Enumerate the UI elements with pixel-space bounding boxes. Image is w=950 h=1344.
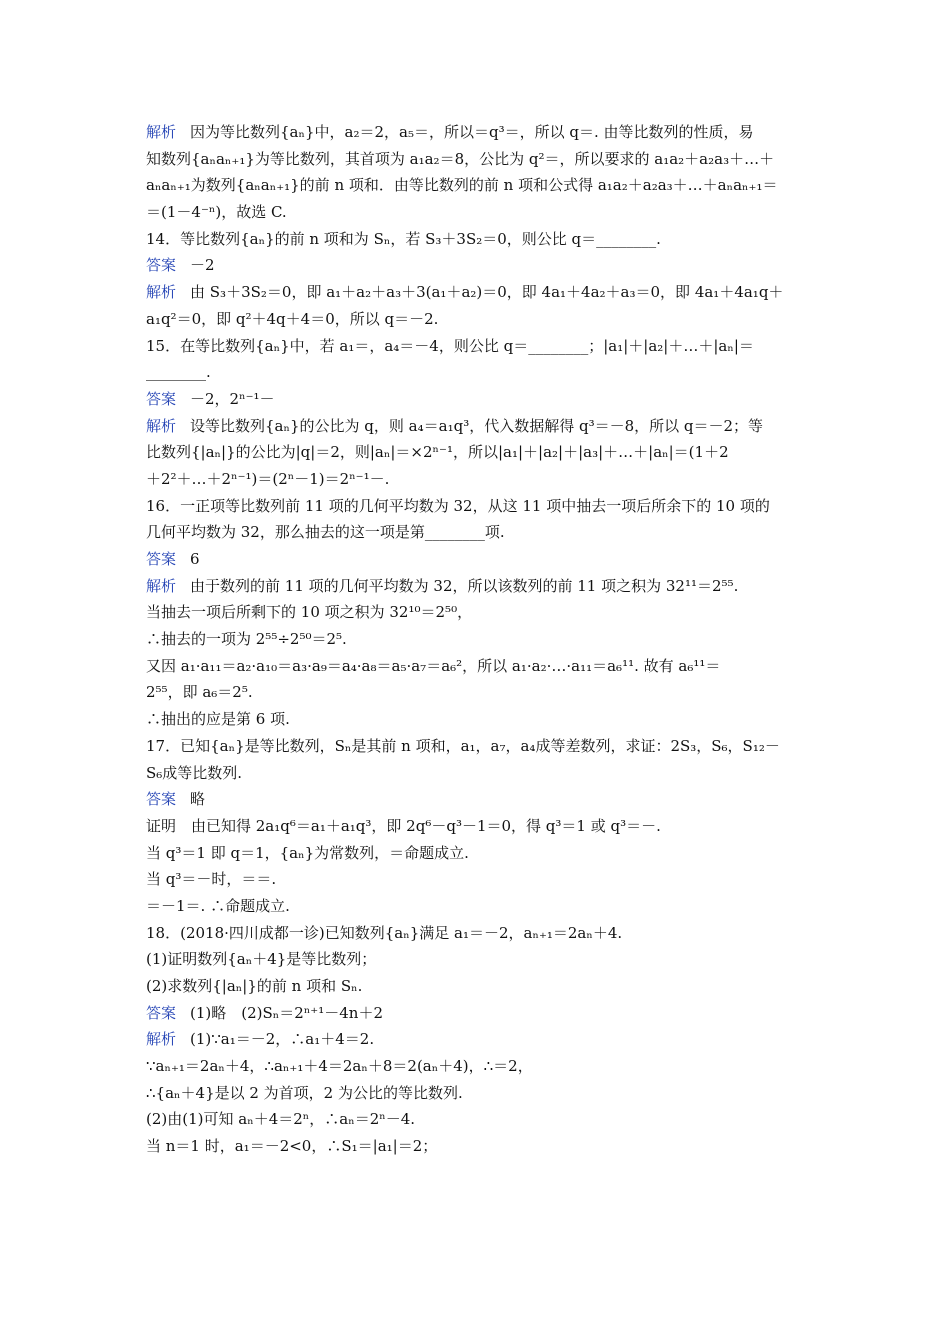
- section-tag: 解析: [146, 283, 177, 302]
- line-text: (2)由(1)可知 aₙ＋4＝2ⁿ，∴aₙ＝2ⁿ－4.: [146, 1110, 416, 1129]
- text-line: [146, 893, 810, 920]
- document-page: [146, 119, 810, 1160]
- text-line: [146, 653, 810, 680]
- text-line: [146, 946, 810, 973]
- line-text: ＝－1＝. ∴命题成立.: [146, 896, 290, 915]
- text-line: [146, 920, 810, 947]
- text-line: [146, 733, 810, 760]
- line-text: 2⁵⁵，即 a₆＝2⁵.: [146, 683, 253, 702]
- text-line: [146, 840, 810, 867]
- text-line: [146, 1026, 810, 1053]
- text-line: [146, 1080, 810, 1107]
- section-tag: 答案: [146, 1003, 177, 1022]
- line-text: 又因 a₁·a₁₁＝a₂·a₁₀＝a₃·a₉＝a₄·a₈＝a₅·a₇＝a₆²，所以 a₁·a₂·…·a₁₁＝a₆¹¹. 故有 a₆¹¹＝: [146, 656, 721, 675]
- line-text: ∴抽去的一项为 2⁵⁵÷2⁵⁰＝2⁵.: [146, 630, 347, 649]
- line-text: 当 n＝1 时，a₁＝－2<0，∴S₁＝|a₁|＝2；: [146, 1137, 438, 1156]
- text-line: [146, 359, 810, 386]
- line-text: 18．(2018·四川成都一诊)已知数列{aₙ}满足 a₁＝－2，aₙ₊₁＝2aₙ＋4.: [146, 923, 623, 942]
- line-text: 当抽去一项后所剩下的 10 项之积为 32¹⁰＝2⁵⁰，: [146, 603, 473, 622]
- section-tag: 答案: [146, 550, 177, 568]
- line-text: ＋2²＋…＋2ⁿ⁻¹)＝(2ⁿ－1)＝2ⁿ⁻¹－.: [146, 469, 390, 488]
- text-line: [146, 1133, 810, 1160]
- text-line: [146, 172, 810, 199]
- text-line: [146, 1000, 810, 1027]
- line-text: (2)求数列{|aₙ|}的前 n 项和 Sₙ.: [146, 977, 363, 995]
- text-line: [146, 786, 810, 813]
- text-line: [146, 146, 810, 173]
- text-line: [146, 760, 810, 787]
- section-tag: 解析: [146, 576, 177, 595]
- text-line: [146, 573, 810, 600]
- section-tag: 答案: [146, 389, 177, 408]
- line-text: 当 q³＝1 即 q＝1，{aₙ}为常数列，＝命题成立.: [146, 843, 469, 862]
- line-text: S₆成等比数列.: [146, 763, 243, 782]
- line-text: 由 S₃＋3S₂＝0，即 a₁＋a₂＋a₃＋3(a₁＋a₂)＝0，即 4a₁＋4a₂＋a₃＝0，即 4a₁＋4a₁q＋: [190, 283, 784, 302]
- text-line: [146, 706, 810, 733]
- text-line: [146, 866, 810, 893]
- text-line: [146, 1053, 810, 1080]
- text-line: [146, 226, 810, 253]
- line-text: －2，2ⁿ⁻¹－: [190, 389, 275, 408]
- line-text: 6: [190, 550, 200, 568]
- section-tag: 解析: [146, 1030, 177, 1049]
- text-line: [146, 386, 810, 413]
- text-line: [146, 333, 810, 360]
- line-text: (1)∵a₁＝－2，∴a₁＋4＝2.: [190, 1030, 375, 1049]
- section-tag: 解析: [146, 123, 177, 141]
- line-text: (1)证明数列{aₙ＋4}是等比数列；: [146, 950, 377, 969]
- line-text: －2: [190, 256, 215, 275]
- text-line: [146, 813, 810, 840]
- line-text: 比数列{|aₙ|}的公比为|q|＝2，则|aₙ|＝×2ⁿ⁻¹，所以|a₁|＋|a₂|＋|a₃|＋…＋|aₙ|＝(1＋2: [146, 443, 729, 462]
- line-text: ∵aₙ₊₁＝2aₙ＋4，∴aₙ₊₁＋4＝2aₙ＋8＝2(aₙ＋4)，∴＝2，: [146, 1057, 533, 1076]
- line-text: 知数列{aₙaₙ₊₁}为等比数列，其首项为 a₁a₂＝8，公比为 q²＝，所以要求的 a₁a₂＋a₂a₃＋…＋: [146, 149, 775, 168]
- line-text: 15．在等比数列{aₙ}中，若 a₁＝，a₄＝－4，则公比 q＝________；|a₁|＋|a₂|＋…＋|aₙ|＝: [146, 336, 754, 355]
- line-text: 14．等比数列{aₙ}的前 n 项和为 Sₙ，若 S₃＋3S₂＝0，则公比 q＝________.: [146, 229, 661, 248]
- line-text: ∴{aₙ＋4}是以 2 为首项，2 为公比的等比数列.: [146, 1083, 463, 1102]
- text-line: [146, 279, 810, 306]
- section-tag: 解析: [146, 416, 177, 435]
- line-text: a₁q²＝0，即 q²＋4q＋4＝0，所以 q＝－2.: [146, 309, 439, 328]
- text-line: [146, 626, 810, 653]
- text-line: [146, 546, 810, 573]
- line-text: aₙaₙ₊₁为数列{aₙaₙ₊₁}的前 n 项和．由等比数列的前 n 项和公式得 a₁a₂＋a₂a₃＋…＋aₙaₙ₊₁＝: [146, 176, 778, 195]
- line-text: 证明 由已知得 2a₁q⁶＝a₁＋a₁q³，即 2q⁶－q³－1＝0，得 q³＝1 或 q³＝－.: [146, 816, 661, 835]
- line-text: ________.: [146, 363, 211, 382]
- line-text: 16．一正项等比数列前 11 项的几何平均数为 32，从这 11 项中抽去一项后所余下的 10 项的: [146, 496, 770, 515]
- line-text: 因为等比数列{aₙ}中，a₂＝2，a₅＝，所以＝q³＝，所以 q＝. 由等比数列的性质，易: [190, 123, 754, 141]
- line-text: 当 q³＝－时，＝＝.: [146, 870, 277, 889]
- text-line: [146, 679, 810, 706]
- text-line: [146, 599, 810, 626]
- line-text: ∴抽出的应是第 6 项.: [146, 710, 290, 729]
- line-text: 略: [190, 790, 206, 809]
- text-line: [146, 493, 810, 520]
- text-line: [146, 306, 810, 333]
- text-line: [146, 413, 810, 440]
- section-tag: 答案: [146, 790, 177, 809]
- line-text: 17．已知{aₙ}是等比数列，Sₙ是其前 n 项和，a₁，a₇，a₄成等差数列，求证：2S₃，S₆，S₁₂－: [146, 736, 780, 755]
- line-text: 几何平均数为 32，那么抽去的这一项是第________项.: [146, 523, 505, 542]
- line-text: ＝(1－4⁻ⁿ)，故选 C.: [146, 203, 287, 222]
- text-line: [146, 199, 810, 226]
- text-line: [146, 1106, 810, 1133]
- line-text: (1)略 (2)Sₙ＝2ⁿ⁺¹－4n＋2: [190, 1003, 383, 1022]
- text-line: [146, 119, 810, 146]
- text-line: [146, 466, 810, 493]
- line-text: 设等比数列{aₙ}的公比为 q，则 a₄＝a₁q³，代入数据解得 q³＝－8，所以 q＝－2；等: [190, 416, 764, 435]
- line-text: 由于数列的前 11 项的几何平均数为 32，所以该数列的前 11 项之积为 32¹¹＝2⁵⁵.: [190, 576, 739, 595]
- text-line: [146, 973, 810, 1000]
- text-line: [146, 252, 810, 279]
- section-tag: 答案: [146, 256, 177, 275]
- text-line: [146, 519, 810, 546]
- text-line: [146, 439, 810, 466]
